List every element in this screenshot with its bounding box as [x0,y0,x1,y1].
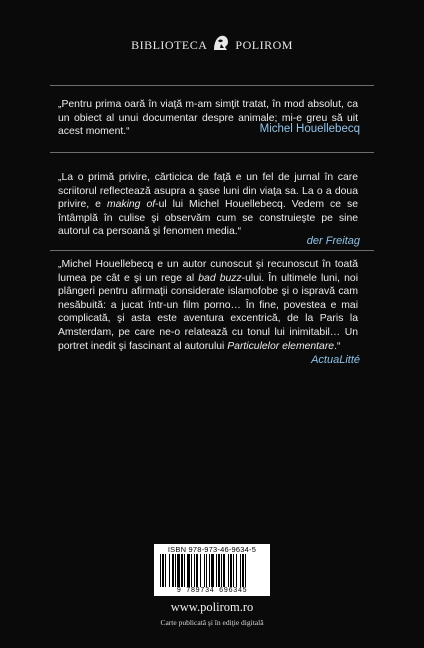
publisher-website: www.polirom.ro [170,600,254,614]
italic-term: making of [106,199,156,211]
brand-right-text: POLIROM [235,37,293,52]
quote-author: Michel Houellebecq [259,123,360,135]
divider [50,250,374,251]
barcode-digits: 9 789734 696345 [176,587,248,595]
quote-author: ActuaLitté [311,354,360,366]
divider [50,85,374,86]
italic-title: Particulelor elementare [227,340,335,352]
divider [50,152,374,153]
quote-author: der Freitag [306,235,360,247]
quote-text: „La o primă privire, cărticica de faţă e un fel de jurnal în care scriitorul reflectează asupra a şase luni din viaţa sa. La o a doua privire, e making of-ul lui Michel Houellebecq. Vedem ce se întâmplă în culise şi observăm cum se construieşte pe sine autorul ca persoană şi fenomen media.“ [58,172,358,238]
quote-text: „Pentru prima oară în viaţă m-am simţit tratat, în mod absolut, ca un obiect al unui documentar despre animale; mi-e greu să uit acest moment.“ [58,99,358,138]
polirom-lion-logo-icon [210,32,232,54]
digital-edition-tagline: Carte publicată şi în ediţie digitală [160,618,264,627]
publisher-header [0,34,424,56]
isbn-text: ISBN 978-973-46-9634-5 [167,545,257,554]
isbn-barcode [154,544,270,596]
quote-text: „Michel Houellebecq e un autor cunoscut şi recunoscut în toată lumea pe cât e şi un rege al bad buzz-ului. În ultimele luni, noi plângeri pentru afirmaţii considerate islamofobe şi o ispravă cam nesăbuită: a jucat într-un film porno… În fine, povestea e mai complicată, şi asta este aventura excentrică, de la Paris la Amsterdam, pe care ne-o relatează cu tonul lui inimitabil… Un portret inedit şi fascinant al autorului Particulelor elementare.“ [58,259,359,352]
barcode-bars [160,554,264,587]
brand-left-text: BIBLIOTECA [131,37,208,52]
italic-term: bad buzz [198,272,242,284]
